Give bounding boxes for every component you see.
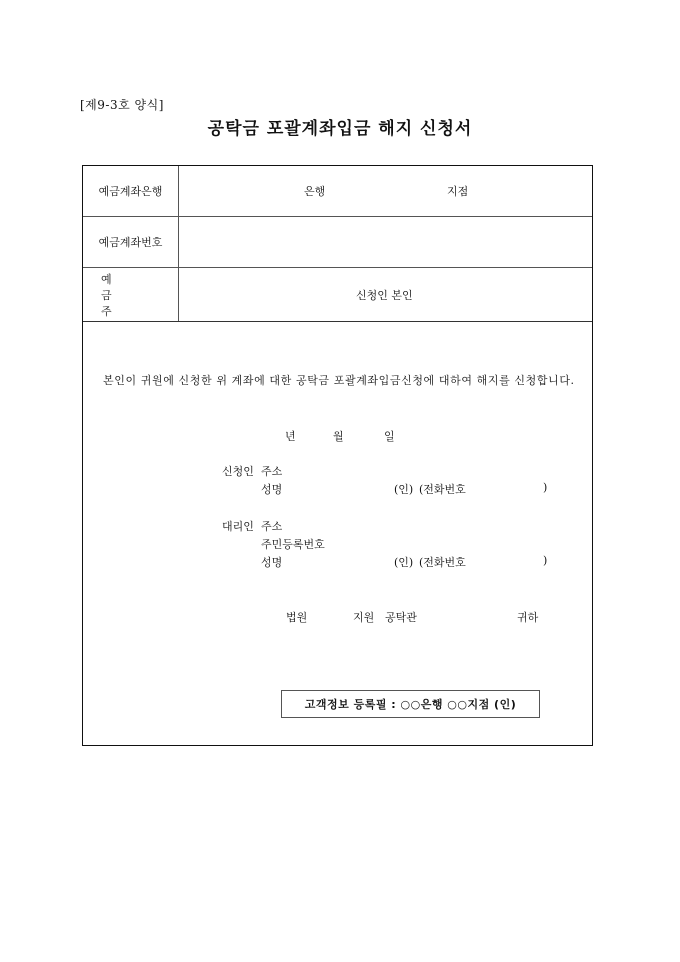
agent-resident-no-label: 주민등록번호 (261, 538, 325, 551)
applicant-phone-close: ) (543, 481, 548, 494)
agent-seal: (인) (394, 556, 414, 569)
holder-value: 신청인 본인 (356, 288, 413, 302)
statement-text: 본인이 귀원에 신청한 위 계좌에 대한 공탁금 포괄계좌입금신청에 대하여 해지를 신청합니다. (103, 374, 575, 387)
agent-address-label: 주소 (261, 520, 283, 533)
agent-phone-close: ) (543, 554, 548, 567)
applicant-address-label: 주소 (261, 465, 283, 478)
account-field[interactable] (179, 217, 592, 267)
addressee-honorific: 귀하 (517, 611, 539, 624)
form-number: [제9-3호 양식] (80, 98, 164, 112)
holder-label: 예 금 주 (83, 268, 179, 321)
agent-name-label: 성명 (261, 556, 283, 569)
bank-row (83, 166, 592, 217)
bank-field[interactable] (179, 166, 592, 216)
addressee-officer: 공탁관 (385, 611, 417, 624)
date-year: 년 (285, 430, 296, 443)
date-month: 월 (333, 430, 344, 443)
account-label: 예금계좌번호 (83, 217, 179, 267)
date-day: 일 (384, 430, 395, 443)
holder-field (179, 268, 592, 321)
bank-unit: 은행 (304, 185, 326, 198)
registration-stamp: 고객정보 등록필 : ○○은행 ○○지점 (인) (281, 690, 540, 718)
agent-phone-label: (전화번호 (419, 556, 466, 569)
addressee-branch: 지원 (353, 611, 375, 624)
holder-row (83, 268, 592, 322)
applicant-role: 신청인 (222, 465, 254, 478)
branch-unit: 지점 (447, 185, 469, 198)
applicant-name-label: 성명 (261, 483, 283, 496)
agent-role: 대리인 (222, 520, 254, 533)
document-title: 공탁금 포괄계좌입금 해지 신청서 (207, 119, 473, 139)
applicant-seal: (인) (394, 483, 414, 496)
addressee-court: 법원 (286, 611, 308, 624)
application-form (82, 165, 593, 746)
bank-label: 예금계좌은행 (83, 166, 179, 216)
applicant-phone-label: (전화번호 (419, 483, 466, 496)
account-row (83, 217, 592, 268)
